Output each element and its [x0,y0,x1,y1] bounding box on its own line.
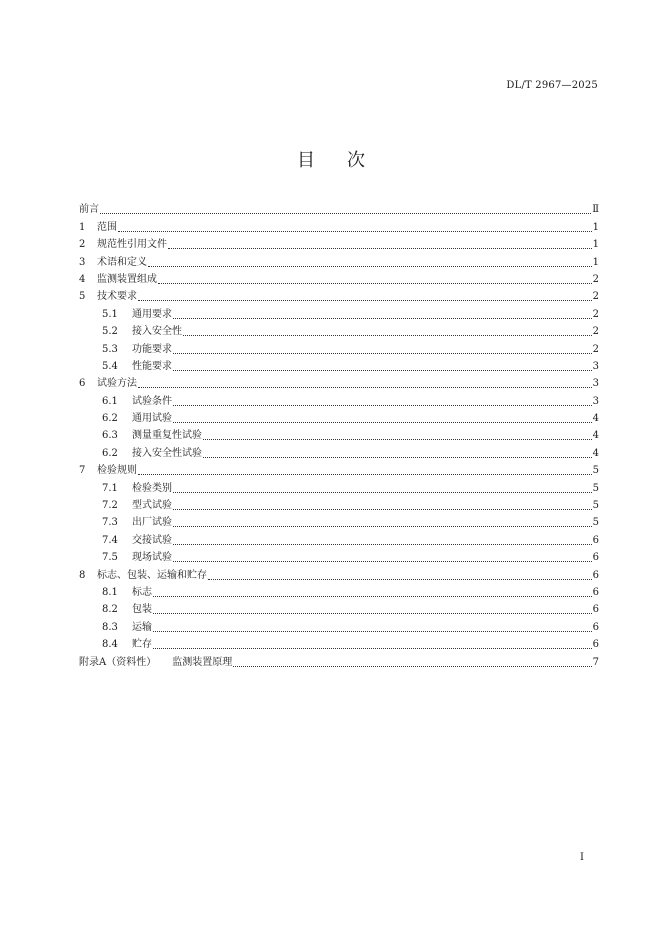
toc-dot-leader [173,353,592,354]
toc-entry-label: 术语和定义 [97,256,147,268]
toc-entry-page: 6 [592,552,599,564]
toc-entry-number: 7.2 [102,500,118,512]
toc-entry-number: 6 [79,378,86,390]
toc-entry-page: 2 [592,308,599,320]
toc-entry-page: 6 [592,569,599,581]
toc-entry-page: 2 [592,273,599,285]
toc-entry-number: 5.3 [102,343,118,355]
toc-entry-number: 5.2 [102,326,118,338]
toc-entry[interactable] [79,495,599,512]
toc-entry-label: 标志 [132,586,152,598]
toc-entry-number: 5 [79,291,86,303]
toc-entry[interactable] [79,599,599,616]
toc-dot-leader [173,370,592,371]
toc-entry[interactable] [79,425,599,442]
toc-dot-leader [153,648,592,649]
toc-entry-page: 4 [592,447,599,459]
toc-entry[interactable] [79,512,599,529]
toc-entry-label: 接入安全性试验 [132,447,202,459]
toc-entry-number: 3 [79,256,86,268]
toc-entry-label: 测量重复性试验 [132,430,202,442]
toc-entry[interactable] [79,373,599,390]
toc-dot-leader [100,213,591,214]
page-title: 目次 [297,150,397,171]
toc-entry[interactable] [79,199,599,216]
toc-entry-label: 性能要求 [132,360,172,372]
toc-entry-label: 前言 [79,204,99,216]
toc-entry-number: 5.4 [102,360,118,372]
toc-entry-page: 2 [592,291,599,303]
toc-entry-page: 5 [592,482,599,494]
toc-dot-leader [153,596,592,597]
toc-dot-leader [118,231,592,232]
toc-entry-label: 通用试验 [132,413,172,425]
toc-entry[interactable] [79,216,599,233]
toc-dot-leader [173,405,592,406]
toc-entry-page: 6 [592,621,599,633]
toc-entry-number: 7.5 [102,552,118,564]
toc-entry-label: 试验条件 [132,395,172,407]
toc-dot-leader [203,457,592,458]
toc-entry-label: 贮存 [132,639,152,651]
toc-entry[interactable] [79,251,599,268]
toc-entry-number: 6.1 [102,395,118,407]
toc-entry[interactable] [79,338,599,355]
toc-entry-label: 运输 [132,621,152,633]
toc-dot-leader [173,492,592,493]
page-number: I [580,852,584,863]
toc-entry-label: 包装 [132,604,152,616]
toc-entry[interactable] [79,234,599,251]
toc-entry-label: 范围 [97,221,117,233]
toc-entry-label: 标志、包装、运输和贮存 [97,569,207,581]
toc-dot-leader [203,439,592,440]
toc-entry-page: 6 [592,586,599,598]
toc-entry-number: 6.2 [102,413,118,425]
toc-dot-leader [153,631,592,632]
toc-entry[interactable] [79,286,599,303]
toc-entry-page: 6 [592,604,599,616]
toc-entry-number: 2 [79,239,86,251]
toc-entry[interactable] [79,651,599,668]
toc-entry-label: 功能要求 [132,343,172,355]
toc-entry-label: 交接试验 [132,534,172,546]
toc-dot-leader [173,318,592,319]
toc-entry[interactable] [79,408,599,425]
toc-entry-page: 5 [592,500,599,512]
toc-entry[interactable] [79,582,599,599]
toc-entry-page: 2 [592,326,599,338]
toc-entry[interactable] [79,529,599,546]
toc-entry-label: 出厂试验 [132,517,172,529]
toc-entry-page: Ⅱ [592,204,599,216]
toc-dot-leader [173,544,592,545]
toc-entry[interactable] [79,356,599,373]
toc-dot-leader [173,526,592,527]
toc-entry-label: 型式试验 [132,500,172,512]
toc-entry[interactable] [79,269,599,286]
toc-entry-label: 现场试验 [132,552,172,564]
toc-entry-page: 2 [592,343,599,355]
toc-entry[interactable] [79,616,599,633]
toc-entry-number: 6.2 [102,447,118,459]
toc-entry-number: 6.3 [102,430,118,442]
toc-entry-number: 附录A（资料性） [79,656,157,668]
document-code: DL/T 2967—2025 [506,80,598,91]
toc-entry-number: 4 [79,273,86,285]
toc-entry[interactable] [79,390,599,407]
toc-entry[interactable] [79,547,599,564]
toc-entry-number: 8.2 [102,604,118,616]
toc-entry-number: 8.3 [102,621,118,633]
toc-entry-label: 通用要求 [132,308,172,320]
toc-entry-page: 3 [592,395,599,407]
toc-dot-leader [173,561,592,562]
toc-entry-number: 8 [79,569,86,581]
toc-entry-label: 监测装置原理 [172,656,233,668]
toc-entry-page: 1 [592,239,599,251]
toc-entry-page: 1 [592,256,599,268]
toc-entry[interactable] [79,303,599,320]
toc-entry[interactable] [79,460,599,477]
toc-dot-leader [173,422,592,423]
toc-entry-label: 接入安全性 [132,326,182,338]
toc-entry-label: 检验规则 [97,465,137,477]
toc-dot-leader [208,579,592,580]
toc-dot-leader [138,300,592,301]
toc-entry-number: 1 [79,221,86,233]
toc-entry-page: 7 [592,656,599,668]
toc-entry-number: 7.1 [102,482,118,494]
toc-entry-page: 4 [592,413,599,425]
toc-dot-leader [138,474,592,475]
toc-dot-leader [153,613,592,614]
toc-dot-leader [158,283,592,284]
toc-entry-label: 检验类别 [132,482,172,494]
toc-dot-leader [138,387,592,388]
toc-dot-leader [173,509,592,510]
toc-entry-page: 5 [592,517,599,529]
toc-entry-page: 6 [592,639,599,651]
toc-dot-leader [183,335,592,336]
toc-entry-page: 3 [592,378,599,390]
toc-entry[interactable] [79,634,599,651]
toc-entry-number: 5.1 [102,308,118,320]
toc-dot-leader [233,666,591,667]
toc-entry-page: 1 [592,221,599,233]
toc-entry-page: 5 [592,465,599,477]
toc-entry-label: 试验方法 [97,378,137,390]
toc-dot-leader [148,266,592,267]
toc-entry-label: 监测装置组成 [97,273,157,285]
table-of-contents [79,199,599,669]
toc-entry-number: 7.3 [102,517,118,529]
toc-entry-label: 规范性引用文件 [97,239,167,251]
toc-dot-leader [168,248,592,249]
toc-entry-label: 技术要求 [97,291,137,303]
toc-entry-page: 4 [592,430,599,442]
toc-entry-number: 7.4 [102,534,118,546]
toc-entry[interactable] [79,477,599,494]
toc-entry-number: 8.4 [102,639,118,651]
toc-entry-number: 8.1 [102,586,118,598]
toc-entry[interactable] [79,442,599,459]
toc-entry[interactable] [79,321,599,338]
toc-entry[interactable] [79,564,599,581]
toc-entry-page: 6 [592,534,599,546]
toc-entry-page: 3 [592,360,599,372]
toc-entry-number: 7 [79,465,86,477]
